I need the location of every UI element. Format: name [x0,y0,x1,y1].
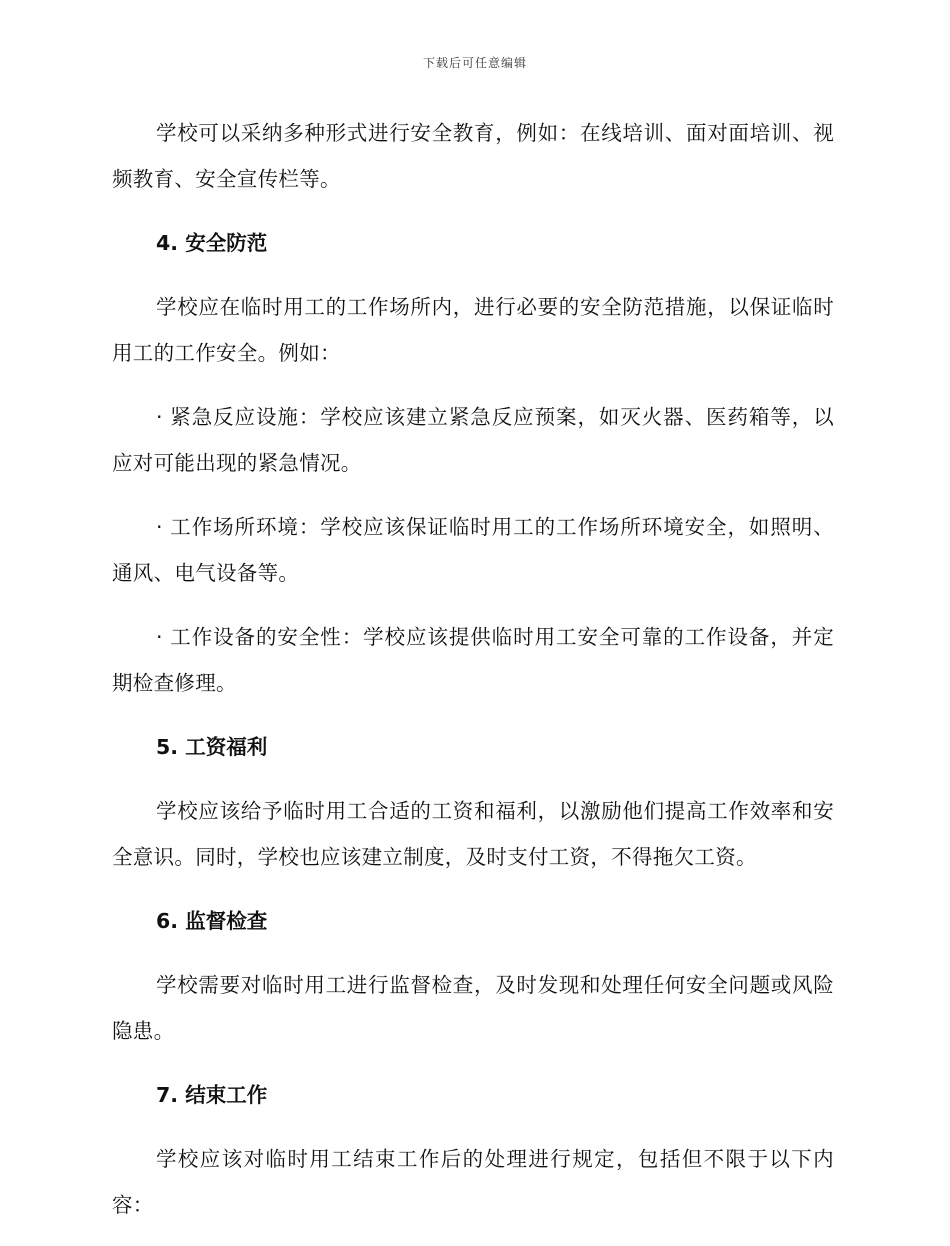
paragraph-education-forms: 学校可以采纳多种形式进行安全教育，例如：在线培训、面对面培训、视频教育、安全宣传栏等。 [112,121,834,191]
section-heading-6: 6. 监督检查 [156,909,268,933]
section-heading-7: 7. 结束工作 [156,1083,268,1107]
document-body [112,110,834,1246]
bullet-workplace-environment: · 工作场所环境：学校应该保证临时用工的工作场所环境安全，如照明、通风、电气设备等。 [112,515,834,585]
paragraph-wages-benefits: 学校应该给予临时用工合适的工资和福利，以激励他们提高工作效率和安全意识。同时，学校也应该建立制度，及时支付工资，不得拖欠工资。 [112,799,834,869]
paragraph-end-of-work: 学校应该对临时用工结束工作后的处理进行规定，包括但不限于以下内容： [112,1147,834,1217]
paragraph-supervision: 学校需要对临时用工进行监督检查，及时发现和处理任何安全问题或风险隐患。 [112,973,834,1043]
paragraph-safety-measures: 学校应在临时用工的工作场所内，进行必要的安全防范措施，以保证临时用工的工作安全。例如： [112,295,834,365]
section-heading-5: 5. 工资福利 [156,735,268,759]
section-heading-4: 4. 安全防范 [156,231,268,255]
header-note: 下载后可任意编辑 [422,56,527,70]
bullet-equipment-safety: · 工作设备的安全性：学校应该提供临时用工安全可靠的工作设备，并定期检查修理。 [112,625,834,695]
bullet-emergency-facilities: · 紧急反应设施：学校应该建立紧急反应预案，如灭火器、医药箱等，以应对可能出现的紧急情况。 [112,405,834,475]
